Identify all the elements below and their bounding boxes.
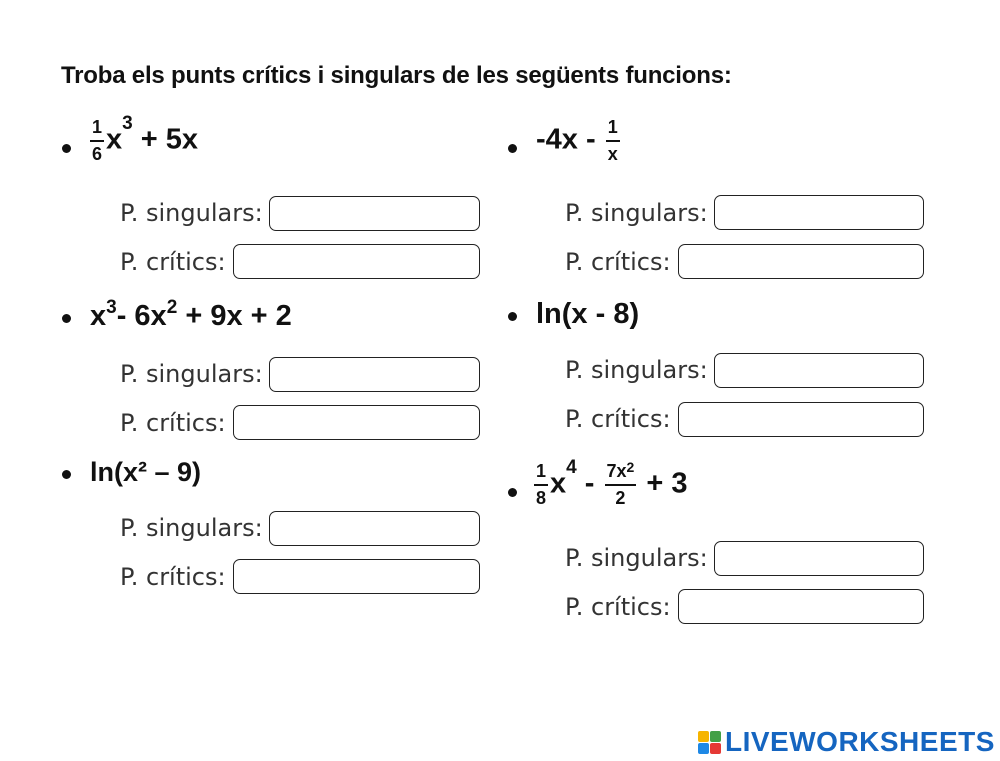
singular-label: P. singulars: [565, 199, 708, 227]
singular-label: P. singulars: [120, 199, 263, 227]
function-4: ln(x - 8) [536, 298, 640, 330]
fraction: $\frac{7x^2}{2}$ [606, 459, 635, 508]
bullet [62, 470, 71, 479]
f1-singular-input[interactable] [269, 196, 480, 231]
singular-label: P. singulars: [120, 514, 263, 542]
logo-text: LIVEWORKSHEETS [725, 726, 995, 757]
singular-label: P. singulars: [565, 356, 708, 384]
f5-singular-input[interactable] [269, 511, 480, 546]
bullet [508, 312, 517, 321]
fraction: $\frac{1}{8}$ [536, 461, 547, 508]
f5-critic-input[interactable] [233, 559, 480, 594]
bullet [508, 144, 517, 153]
function-2: -4x - $\frac{1}{x}$ [536, 117, 618, 164]
f6-singular-input[interactable] [714, 541, 924, 576]
f4-critic-input[interactable] [678, 402, 924, 437]
function-3: $x^3-$ $6x^2 + 9x + 2$ [90, 297, 292, 332]
f2-singular-input[interactable] [714, 195, 924, 230]
f2-critic-input[interactable] [678, 244, 924, 279]
critic-label: P. crítics: [120, 248, 226, 276]
fraction: $\frac{1}{x}$ [607, 117, 618, 164]
critic-label: P. crítics: [120, 563, 226, 591]
worksheet-title: Troba els punts crítics i singulars de les següents funcions: [61, 62, 732, 89]
function-5: ln(x² – 9) [90, 457, 202, 487]
f3-singular-input[interactable] [269, 357, 480, 392]
critic-label: P. crítics: [565, 405, 671, 433]
function-6: $\frac{1}{8}$ $x^4$ - $\frac{7x^2}{2}$ + 3 [536, 457, 688, 508]
critic-label: P. crítics: [565, 593, 671, 621]
bullet [508, 488, 517, 497]
bullet [62, 314, 71, 323]
f1-critic-input[interactable] [233, 244, 480, 279]
critic-label: P. crítics: [120, 409, 226, 437]
critic-label: P. crítics: [565, 248, 671, 276]
singular-label: P. singulars: [565, 544, 708, 572]
function-1: $\frac{1}{6}$ $x^3 + 5x$ [92, 113, 199, 164]
singular-label: P. singulars: [120, 360, 263, 388]
f4-singular-input[interactable] [714, 353, 924, 388]
liveworksheets-logo-icon [698, 731, 721, 754]
fraction: $\frac{1}{6}$ [92, 117, 103, 164]
f3-critic-input[interactable] [233, 405, 480, 440]
liveworksheets-logo[interactable] [698, 726, 995, 758]
f6-critic-input[interactable] [678, 589, 924, 624]
bullet [62, 144, 71, 153]
